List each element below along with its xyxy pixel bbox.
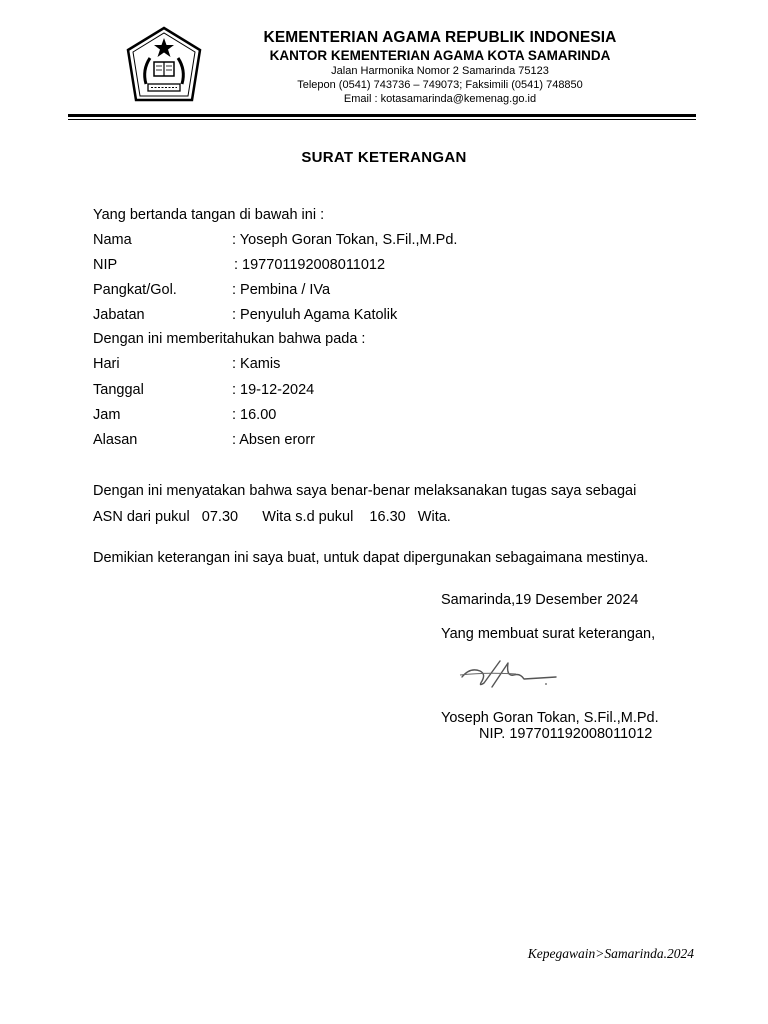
office-phone: Telepon (0541) 743736 – 749073; Faksimili (0541) 748850	[297, 79, 583, 91]
footer-reference: Kepegawain>Samarinda.2024	[527, 946, 694, 961]
letterhead	[218, 28, 662, 106]
place-date: Samarinda,19 Desember 2024	[441, 592, 639, 608]
handwritten-signature	[456, 655, 560, 695]
field-value-nip: : 197701192008011012	[234, 257, 386, 273]
field-label-jam: Jam	[93, 407, 121, 423]
field-value-hari: : Kamis	[232, 356, 281, 372]
letterhead-divider-thin	[68, 119, 696, 120]
signer-caption: Yang membuat surat keterangan,	[441, 626, 656, 642]
document-title: SURAT KETERANGAN	[301, 149, 467, 166]
field-label-alasan: Alasan	[93, 432, 138, 448]
notice-text: Dengan ini memberitahukan bahwa pada :	[93, 331, 366, 347]
field-value-tanggal: : 19-12-2024	[232, 382, 315, 398]
office-address: Jalan Harmonika Nomor 2 Samarinda 75123	[331, 65, 549, 77]
field-label-tanggal: Tanggal	[93, 382, 144, 398]
statement-line-1: Dengan ini menyatakan bahwa saya benar-benar melaksanakan tugas saya sebagai	[93, 483, 637, 499]
field-value-pangkat: : Pembina / IVa	[232, 282, 331, 298]
field-label-hari: Hari	[93, 356, 120, 372]
field-label-pangkat: Pangkat/Gol.	[93, 282, 177, 298]
kemenag-emblem-icon	[122, 26, 206, 106]
field-value-jam: : 16.00	[232, 407, 277, 423]
closing-text: Demikian keterangan ini saya buat, untuk dapat dipergunakan sebagaimana mestinya.	[93, 550, 649, 566]
field-label-nip: NIP	[93, 257, 118, 273]
field-value-nama: : Yoseph Goran Tokan, S.Fil.,M.Pd.	[232, 232, 458, 248]
office-name: KANTOR KEMENTERIAN AGAMA KOTA SAMARINDA	[269, 48, 611, 63]
statement-line-2: ASN dari pukul 07.30 Wita s.d pukul 16.30 Wita.	[93, 509, 451, 525]
field-label-jabatan: Jabatan	[93, 307, 145, 323]
field-value-jabatan: : Penyuluh Agama Katolik	[232, 307, 398, 323]
office-email: Email : kotasamarinda@kemenag.go.id	[343, 93, 537, 105]
field-label-nama: Nama	[93, 232, 132, 248]
letterhead-divider-thick	[68, 114, 696, 117]
intro-text: Yang bertanda tangan di bawah ini :	[93, 207, 325, 223]
signer-nip: NIP. 197701192008011012	[479, 726, 653, 742]
field-value-alasan: : Absen erorr	[232, 432, 316, 448]
ministry-name: KEMENTERIAN AGAMA REPUBLIK INDONESIA	[263, 29, 617, 46]
signer-name: Yoseph Goran Tokan, S.Fil.,M.Pd.	[441, 710, 659, 726]
